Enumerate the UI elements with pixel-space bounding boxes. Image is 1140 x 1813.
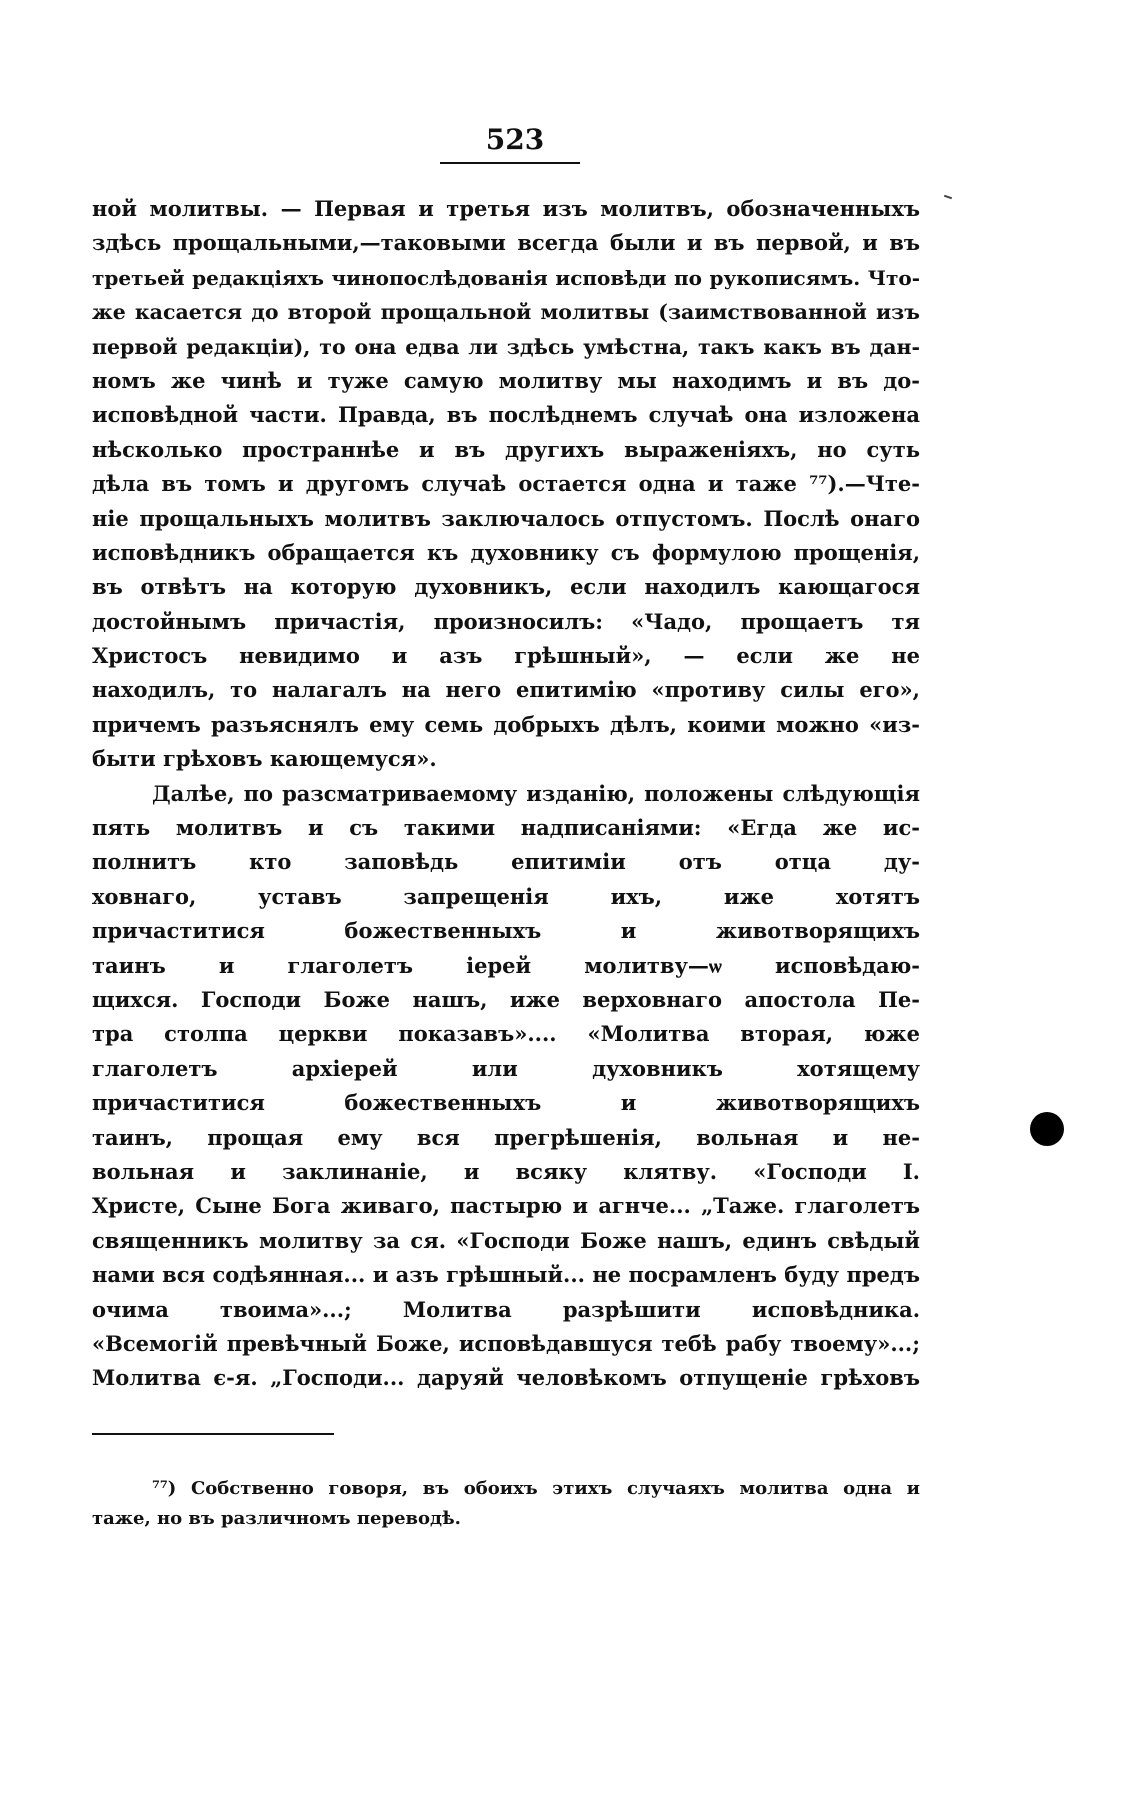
ink-blot <box>1030 1112 1064 1146</box>
body-line: достойнымъ причастія, произносилъ: «Чадо, прощаетъ тя <box>92 608 920 634</box>
body-line: таинъ и глаголетъ іерей молитву—ѡ исповѣдаю- <box>92 952 920 978</box>
body-line: пять молитвъ и съ такими надписаніями: «Егда же ис- <box>92 815 920 841</box>
body-line: ховнаго, уставъ запрещенія ихъ, иже хотятъ <box>92 883 920 909</box>
body-text <box>92 192 920 1396</box>
body-line: вольная и заклинаніе, и всяку клятву. «Господи І. <box>92 1158 920 1184</box>
body-line: здѣсь прощальными,—таковыми всегда были и въ первой, и въ <box>92 230 920 256</box>
footnote-line: таже, но въ различномъ переводѣ. <box>92 1508 461 1529</box>
body-line: причаститися божественныхъ и животворящихъ <box>92 1090 920 1116</box>
body-line: же касается до второй прощальной молитвы (заимствованной изъ <box>92 300 920 325</box>
body-line: тра столпа церкви показавъ».... «Молитва вторая, юже <box>92 1021 920 1047</box>
body-line: очима твоима»...; Молитва разрѣшити исповѣдника. <box>92 1296 920 1322</box>
body-line: третьей редакціяхъ чинопослѣдованія исповѣди по рукописямъ. Что- <box>92 265 920 290</box>
body-line: Молитва є-я. „Господи... даруяй человѣкомъ отпущеніе грѣховъ <box>92 1365 920 1391</box>
body-line: священникъ молитву за ся. «Господи Боже нашъ, единъ свѣдый <box>92 1227 920 1253</box>
page-number: 523 <box>485 123 545 156</box>
body-line: первой редакціи), то она едва ли здѣсь умѣстна, такъ какъ въ дан- <box>92 334 920 359</box>
footnote-line: ⁷⁷) Собственно говоря, въ обоихъ этихъ случаяхъ молитва одна и <box>152 1478 920 1499</box>
body-line: причемъ разъяснялъ ему семь добрыхъ дѣлъ, коими можно «из- <box>92 711 920 737</box>
body-line: быти грѣховъ кающемуся». <box>92 746 437 772</box>
body-line: нѣсколько пространнѣе и въ другихъ выраженіяхъ, но суть <box>92 436 920 462</box>
footnotes <box>92 1474 920 1534</box>
body-line: ніе прощальныхъ молитвъ заключалось отпустомъ. Послѣ онаго <box>92 505 920 531</box>
body-line: причаститися божественныхъ и животворящихъ <box>92 918 920 944</box>
stray-ink-mark <box>944 195 952 200</box>
body-line: находилъ, то налагалъ на него епитимію «противу силы его», <box>92 677 920 703</box>
footnote-separator <box>92 1433 334 1435</box>
body-line: въ отвѣтъ на которую духовникъ, если находилъ кающагося <box>92 574 920 600</box>
body-line: номъ же чинѣ и туже самую молитву мы находимъ и въ до- <box>92 367 920 393</box>
body-line: исповѣдной части. Правда, въ послѣднемъ случаѣ она изложена <box>92 402 920 428</box>
body-line: глаголетъ архіерей или духовникъ хотящему <box>92 1055 920 1081</box>
page-number-underline <box>440 162 580 164</box>
body-line: исповѣдникъ обращается къ духовнику съ формулою прощенія, <box>92 539 920 565</box>
body-line: таинъ, прощая ему вся прегрѣшенія, вольная и не- <box>92 1124 920 1150</box>
body-line: Христе, Сыне Бога живаго, пастырю и агнче... „Таже. глаголетъ <box>92 1193 920 1219</box>
body-line: ной молитвы. — Первая и третья изъ молитвъ, обозначенныхъ <box>92 196 920 221</box>
body-line: дѣла въ томъ и другомъ случаѣ остается одна и таже ⁷⁷).—Чте- <box>92 471 920 497</box>
body-line: щихся. Господи Боже нашъ, иже верховнаго апостола Пе- <box>92 986 920 1012</box>
body-line: Христосъ невидимо и азъ грѣшный», — если же не <box>92 643 920 669</box>
body-line: полнитъ кто заповѣдь епитиміи отъ отца ду- <box>92 849 920 875</box>
paragraph-first-line: Далѣе, по разсматриваемому изданію, положены слѣдующія <box>152 780 920 806</box>
body-line: нами вся содѣянная... и азъ грѣшный... не посрамленъ буду предъ <box>92 1262 920 1288</box>
body-line: «Всемогій превѣчный Боже, исповѣдавшуся тебѣ рабу твоему»...; <box>92 1330 920 1356</box>
